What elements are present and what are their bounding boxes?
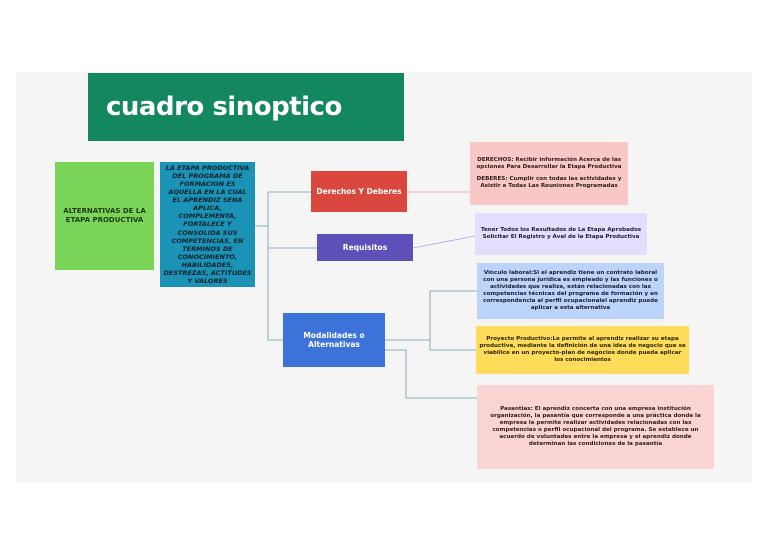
connector-modalidades-to-pasantias [385,350,477,398]
requisitos-text-1: Tener Todos los Resultados de La Etapa Aprobados [480,227,642,234]
modalidades-node [283,313,385,367]
root-node-label: ALTERNATIVAS DE LA ETAPA PRODUCTIVA [63,207,146,224]
root-node [55,162,154,270]
diagram-title: cuadro sinoptico [106,92,342,122]
connector-modalidades-to-proyecto [430,340,476,350]
definition-node [160,162,255,287]
proyecto-productivo-text: Proyecto Productivo:Le permite al aprendiz realizar su etapa productiva, mediante la definición de una idea de negocio que se viabilice en un proyecto-plan de negocios donde pueda aplicar los conocimientos [479,336,686,363]
requisitos-node [317,234,413,261]
vinculo-laboral-node [477,263,664,319]
proyecto-productivo-node [476,326,689,374]
derechos-deberes-node [311,171,407,212]
definition-node-text: LA ETAPA PRODUCTIVA DEL PROGRAMA DE FORMACION ES AQUELLA EN LA CUAL EL APRENDIZ SENA APLICA, COMPLEMENTA, FORTALECE Y CONSOLIDA SUS COMPETENCIAS, EN TERMINOS DE CONOCIMIENTO, HABILIDADES, DESTREZAS, ACTITUDES Y VALORES [163,163,252,286]
requisitos-text-2: Solicitar El Registro y Aval de la Etapa Productiva [482,234,640,240]
requisitos-detail-node [475,213,647,255]
derechos-deberes-label: Derechos Y Deberes [316,186,402,196]
derechos-detail-node [470,142,628,205]
requisitos-label: Requisitos [342,242,388,252]
deberes-text: DEBERES: Cumplir con todas las actividades y Asistir a Todas Las Reuniones Programadas [476,176,622,189]
pasantias-node [477,385,714,469]
derechos-text: DERECHOS: Recibir información Acerca de las opciones Para Desarrollar la Etapa Productiva [476,157,622,171]
modalidades-label: Modalidades o Alternativas [303,330,365,349]
pasantias-text: Pasantias: El aprendiz concerta con una empresa institución organización, la pasantía que corresponde a una práctica donde la empresa le permite realizar actividades relacionadas con las competencias o perfil ocupacional del programa. Se establece un acuerdo de voluntades entre la empresa y el aprendiz donde determinan las condiciones de la pasantía [490,406,701,447]
connector-requisitos-to-detail [413,236,475,248]
connector-modalidades-to-vinculo [385,291,477,340]
vinculo-laboral-text: Vinculo laboral:Si el aprendiz tiene un contrato laboral con una persona jurídica es empleado y las funciones o actividades que realiza, están relacionadas con las competencias técnicas del programa de formación y en correspondencia al perfil ocupacionalel aprendiz puede aplicar a esta alternativa [483,270,658,311]
